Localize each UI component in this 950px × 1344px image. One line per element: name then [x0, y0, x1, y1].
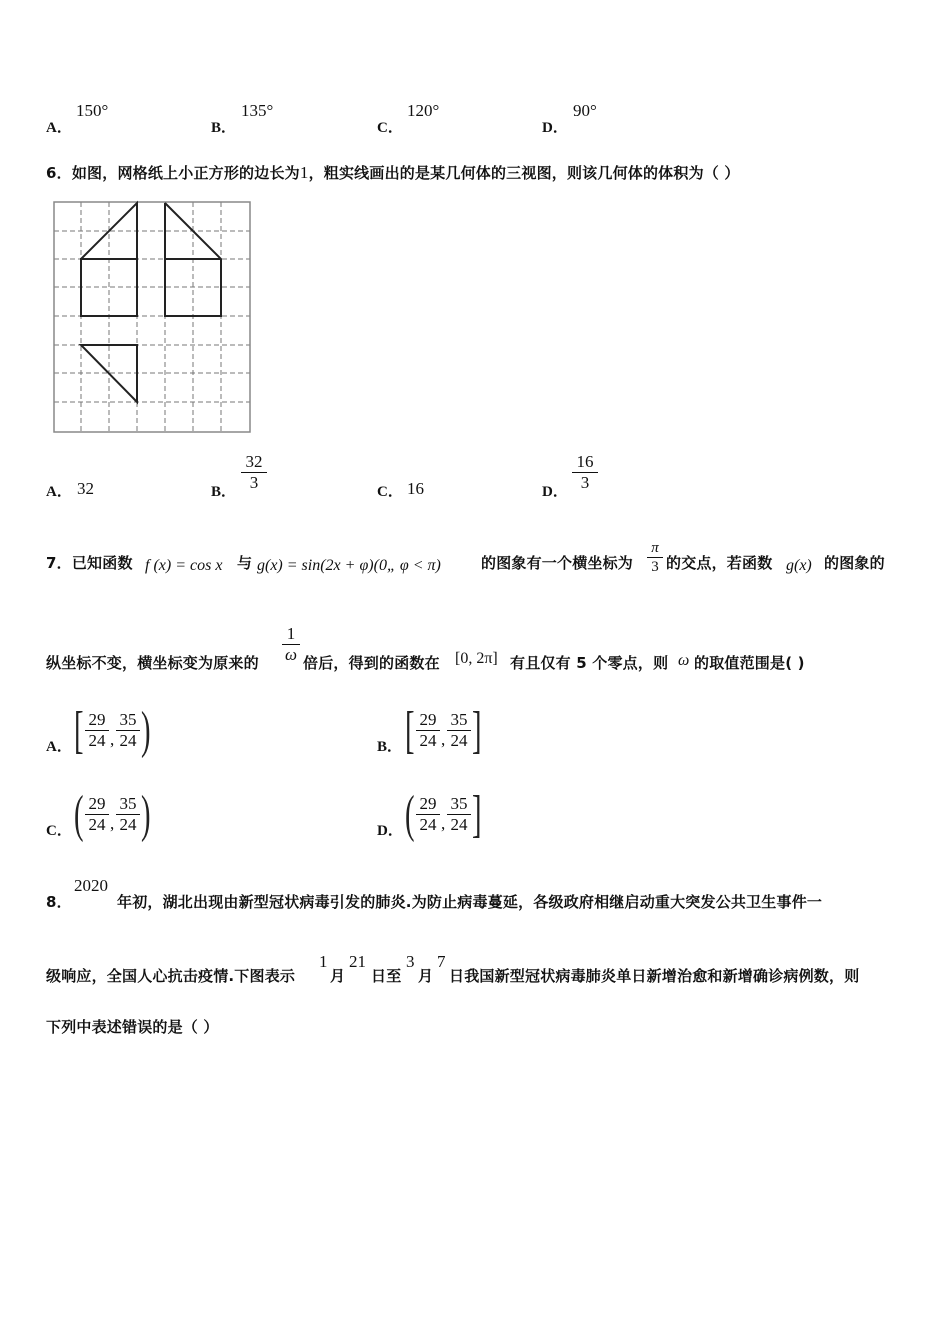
- three-view-figure: [52, 200, 252, 434]
- q7-option-a-fraction-2: [116, 710, 140, 751]
- q7-option-d-d2: 24: [450, 815, 468, 834]
- q7-option-c-right-bracket: ): [141, 786, 151, 843]
- q7-option-d-fraction-2: [447, 794, 471, 835]
- q6-option-b-fraction: [241, 452, 267, 493]
- q8-text-3: 月: [330, 967, 346, 985]
- q7-option-d-left-bracket: (: [405, 786, 415, 843]
- q5-option-a-label: A．: [46, 120, 72, 136]
- q5-option-d-label: D．: [542, 120, 568, 136]
- q6-option-c-value: 16: [407, 479, 424, 498]
- q6-option-d-denominator: 3: [580, 473, 590, 492]
- q8-text-1: 年初，湖北出现由新型冠状病毒引发的肺炎.为防止病毒蔓延，各级政府相继启动重大突发公共卫生事件一: [117, 893, 823, 911]
- q7-text-8: 有且仅有 5 个零点，则: [510, 654, 669, 672]
- q5-option-b-value: 135°: [241, 101, 274, 120]
- q8-day-2: 7: [437, 952, 446, 971]
- q7-text-2: 与: [237, 554, 253, 572]
- q7-option-b-n2: 35: [450, 710, 468, 729]
- q7-option-d-fraction-1: [416, 794, 440, 835]
- q7-option-c-d2: 24: [119, 815, 137, 834]
- q7-option-c-n2: 35: [119, 794, 137, 813]
- q8-text-7: 下列中表述错误的是（ ）: [46, 1018, 219, 1036]
- q7-option-b-left-bracket: [: [405, 702, 415, 759]
- q7-option-b-right-bracket: ]: [472, 702, 482, 759]
- q7-option-c-d1: 24: [88, 815, 106, 834]
- q7-text-6: 纵坐标不变，横坐标变为原来的: [46, 654, 259, 672]
- q7-option-c-n1: 29: [88, 794, 106, 813]
- q7-text-7: 倍后，得到的函数在: [303, 654, 440, 672]
- q8-text-5: 月: [418, 967, 434, 985]
- q7-option-d-n1: 29: [419, 794, 437, 813]
- q7-g-short: g(x): [786, 557, 812, 574]
- q7-pi-denominator: 3: [651, 559, 659, 575]
- q7-option-c-left-bracket: (: [74, 786, 84, 843]
- q7-inverse-omega: [282, 624, 300, 665]
- q7-omega: ω: [678, 652, 690, 669]
- q6-option-b-label: B．: [211, 484, 237, 500]
- q6-option-a-value: 32: [77, 479, 94, 498]
- q7-number-and-intro: [46, 552, 133, 573]
- q7-option-b-d2: 24: [450, 731, 468, 750]
- q7-option-a-n2: 35: [119, 710, 137, 729]
- q8-text-6: 日我国新型冠状病毒肺炎单日新增治愈和新增确诊病例数，则: [449, 967, 860, 985]
- q7-f-expression: f (x) = cos x: [145, 557, 223, 574]
- q8-day-1: 21: [349, 952, 366, 971]
- q7-option-c-label: C．: [46, 823, 72, 839]
- q7-option-b-label: B．: [377, 739, 403, 755]
- q7-pi-numerator: π: [651, 540, 659, 556]
- q7-option-a-d1: 24: [88, 731, 106, 750]
- q6-option-c-label: C．: [377, 484, 403, 500]
- q7-text-1: 已知函数: [71, 554, 133, 572]
- q8-number: 8．: [46, 893, 72, 911]
- q7-option-c-fraction-2: [116, 794, 140, 835]
- q5-option-c-label: C．: [377, 120, 403, 136]
- q6-stem: [46, 162, 740, 183]
- q6-number: 6．: [46, 164, 72, 182]
- q7-option-c-fraction-1: [85, 794, 109, 835]
- q7-interval: [0, 2π]: [455, 650, 498, 667]
- q5-option-c-value: 120°: [407, 101, 440, 120]
- q7-option-b-fraction-1: [416, 710, 440, 751]
- q6-option-d-label: D．: [542, 484, 568, 500]
- q8-text-2: 级响应，全国人心抗击疫情.下图表示: [46, 967, 296, 985]
- q7-option-d-label: D．: [377, 823, 403, 839]
- q7-option-a-n1: 29: [88, 710, 106, 729]
- q6-option-b-numerator: 32: [245, 452, 263, 471]
- q6-option-a-label: A．: [46, 484, 72, 500]
- q7-option-b-n1: 29: [419, 710, 437, 729]
- q7-option-c-comma: ,: [110, 814, 115, 833]
- q7-text-4: 的交点，若函数: [666, 554, 773, 572]
- q7-inverse-denominator: ω: [284, 645, 297, 664]
- q8-month-2: 3: [406, 952, 415, 971]
- q7-option-d-right-bracket: ]: [472, 786, 482, 843]
- q7-text-5: 的图象的: [824, 554, 885, 572]
- q8-year: 2020: [74, 876, 108, 895]
- q7-option-d-d1: 24: [419, 815, 437, 834]
- q5-option-a-value: 150°: [76, 101, 109, 120]
- q6-stem-part2: ，粗实线画出的是某几何体的三视图，则该几何体的体积为（ ）: [308, 164, 740, 182]
- q7-option-d-n2: 35: [450, 794, 468, 813]
- q7-text-3: 的图象有一个横坐标为: [481, 554, 634, 572]
- q7-option-a-fraction-1: [85, 710, 109, 751]
- q7-option-a-label: A．: [46, 739, 72, 755]
- q7-number: 7．: [46, 554, 72, 572]
- q7-option-b-fraction-2: [447, 710, 471, 751]
- q7-option-a-d2: 24: [119, 731, 137, 750]
- q7-text-9: 的取值范围是( ): [694, 654, 805, 672]
- q7-option-b-comma: ,: [441, 730, 446, 749]
- q6-option-b-denominator: 3: [249, 473, 259, 492]
- q6-stem-part1: 如图，网格纸上小正方形的边长为: [71, 164, 300, 182]
- q7-option-d-comma: ,: [441, 814, 446, 833]
- q7-option-a-left-bracket: [: [74, 702, 84, 759]
- q6-option-d-numerator: 16: [576, 452, 594, 471]
- q7-option-a-comma: ,: [110, 730, 115, 749]
- q8-text-4: 日至: [371, 967, 402, 985]
- q6-stem-num: 1: [299, 163, 309, 182]
- q5-option-b-label: B．: [211, 120, 237, 136]
- q7-option-a-right-bracket: ): [141, 702, 151, 759]
- q8-month-1: 1: [319, 952, 328, 971]
- q5-option-d-value: 90°: [573, 101, 597, 120]
- q7-option-b-d1: 24: [419, 731, 437, 750]
- q7-pi-third: [647, 539, 663, 576]
- q7-g-expression: g(x) = sin(2x + φ)(0„ φ < π): [257, 557, 441, 574]
- q7-inverse-numerator: 1: [286, 624, 296, 643]
- q6-option-d-fraction: [572, 452, 598, 493]
